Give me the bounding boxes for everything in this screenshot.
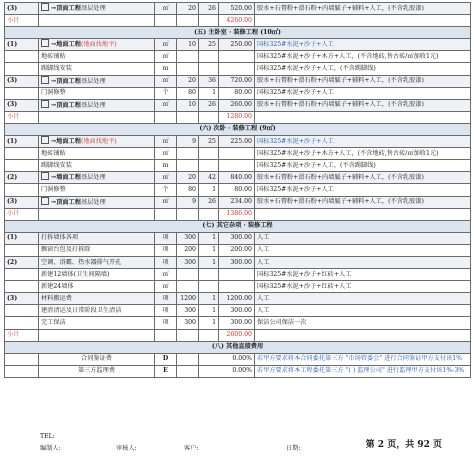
item-index xyxy=(5,317,39,329)
item-row xyxy=(5,87,471,99)
item-total: 250.00 xyxy=(219,39,255,51)
item-row xyxy=(5,256,471,268)
item-total: 1200.00 xyxy=(219,293,255,305)
item-name-text: →顶面工程 xyxy=(51,101,81,109)
item-unit: 个 xyxy=(155,87,177,99)
item-price: 25 xyxy=(199,136,219,148)
subtotal-note xyxy=(255,15,471,27)
item-index: (1) xyxy=(5,39,39,51)
item-total xyxy=(219,51,255,63)
item-row xyxy=(5,75,471,87)
item-price xyxy=(199,63,219,75)
section-title: (六) 次卧 · 装修工程 (9㎡) xyxy=(5,123,471,135)
fee-rate: 0.00% xyxy=(199,353,255,365)
item-index: (1) xyxy=(5,232,39,244)
item-qty: 9 xyxy=(177,136,199,148)
checkbox-icon[interactable] xyxy=(41,39,49,47)
item-name xyxy=(39,317,155,329)
item-unit: ㎡ xyxy=(155,3,177,15)
item-row xyxy=(5,3,471,15)
item-unit: ㎡ xyxy=(155,269,177,281)
checkbox-icon[interactable] xyxy=(41,136,49,144)
fee-name: 合同鉴证费 xyxy=(39,353,155,365)
subtotal-total: 1280.00 xyxy=(219,111,255,123)
item-index xyxy=(5,51,39,63)
item-name xyxy=(39,39,155,51)
subtotal-price xyxy=(199,15,219,27)
item-note: 胶水+石膏粉+滑石粉+内墙腻子+辅料+人工，(不含乳胶漆) xyxy=(255,196,471,208)
item-row xyxy=(5,99,471,111)
item-note: 人工 xyxy=(255,244,471,256)
item-price: 1 xyxy=(199,184,219,196)
item-qty: 300 xyxy=(177,232,199,244)
item-extra-text: (地面找地平) xyxy=(80,138,117,146)
client-label: 客户: xyxy=(184,445,199,452)
item-total xyxy=(219,148,255,160)
checkbox-icon[interactable] xyxy=(41,76,49,84)
item-row xyxy=(5,317,471,329)
item-price: 1 xyxy=(199,87,219,99)
item-unit: 项 xyxy=(155,293,177,305)
subtotal-spacer xyxy=(39,111,155,123)
item-row xyxy=(5,184,471,196)
item-name-text: 踢脚线安装 xyxy=(41,161,72,169)
item-extra-text: 基层处理 xyxy=(80,5,106,13)
subtotal-total: 4260.00 xyxy=(219,15,255,27)
item-index: (2) xyxy=(5,172,39,184)
item-index: (3) xyxy=(5,196,39,208)
fee-rate: 0.00% xyxy=(199,365,255,377)
item-name xyxy=(39,51,155,63)
item-price xyxy=(199,269,219,281)
item-total xyxy=(219,281,255,293)
item-total: 720.00 xyxy=(219,75,255,87)
item-name xyxy=(39,293,155,305)
item-row xyxy=(5,136,471,148)
item-name xyxy=(39,196,155,208)
item-index: (3) xyxy=(5,75,39,87)
section-title: (五) 主卧室 · 装修工程 (10㎡) xyxy=(5,27,471,39)
checkbox-icon[interactable] xyxy=(41,3,49,11)
checkbox-icon[interactable] xyxy=(41,197,49,205)
subtotal-label: 小计 xyxy=(5,15,39,27)
item-unit: m xyxy=(155,160,177,172)
subtotal-unit xyxy=(155,329,177,341)
item-price: 36 xyxy=(199,75,219,87)
subtotal-label: 小计 xyxy=(5,329,39,341)
item-price: 26 xyxy=(199,99,219,111)
subtotal-total: 2600.00 xyxy=(219,329,255,341)
item-qty: 9 xyxy=(177,196,199,208)
item-note: 胶水+石膏粉+滑石粉+内墙腻子+辅料+人工，(不含乳胶漆) xyxy=(255,172,471,184)
item-total: 520.00 xyxy=(219,3,255,15)
item-qty xyxy=(177,51,199,63)
item-note: 人工 xyxy=(255,256,471,268)
item-unit: 项 xyxy=(155,256,177,268)
subtotal-spacer xyxy=(39,208,155,220)
item-name-text: 门洞修整 xyxy=(41,89,66,97)
checkbox-icon[interactable] xyxy=(41,172,49,180)
item-total: 200.00 xyxy=(219,244,255,256)
item-name-text: →墙面工程 xyxy=(51,174,81,182)
item-name-text: 门洞修整 xyxy=(41,185,66,193)
fee-qty xyxy=(177,353,199,365)
item-price: 1 xyxy=(199,305,219,317)
item-qty: 300 xyxy=(177,317,199,329)
item-qty xyxy=(177,63,199,75)
subtotal-label: 小计 xyxy=(5,208,39,220)
subtotal-unit xyxy=(155,208,177,220)
subtotal-row xyxy=(5,208,471,220)
item-name xyxy=(39,232,155,244)
item-note: 胶水+石膏粉+滑石粉+内墙腻子+辅料+人工，(不含乳胶漆) xyxy=(255,75,471,87)
subtotal-price xyxy=(199,329,219,341)
item-unit: ㎡ xyxy=(155,281,177,293)
item-index xyxy=(5,148,39,160)
subtotal-qty xyxy=(177,208,199,220)
item-name-text: 新建12墙体(卫生间隔墙) xyxy=(41,270,110,278)
fee-row xyxy=(5,353,471,365)
item-extra-text: 基层处理 xyxy=(80,198,106,206)
item-note: 人工 xyxy=(255,232,471,244)
page-footer xyxy=(4,431,470,471)
item-price: 25 xyxy=(199,39,219,51)
item-name xyxy=(39,305,155,317)
item-unit: ㎡ xyxy=(155,196,177,208)
item-total: 80.00 xyxy=(219,87,255,99)
item-note: 胶水+石膏粉+滑石粉+内墙腻子+辅料+人工，(不含乳胶漆) xyxy=(255,99,471,111)
item-index xyxy=(5,184,39,196)
item-row xyxy=(5,244,471,256)
item-row xyxy=(5,232,471,244)
item-row xyxy=(5,160,471,172)
item-qty: 300 xyxy=(177,305,199,317)
subtotal-note xyxy=(255,208,471,220)
item-note: 国标325#水泥+沙子+人工 xyxy=(255,136,471,148)
subtotal-note xyxy=(255,111,471,123)
item-total: 225.00 xyxy=(219,136,255,148)
subtotal-row xyxy=(5,15,471,27)
fee-row xyxy=(5,365,471,377)
item-row xyxy=(5,196,471,208)
item-note: 国标325#水泥+沙子+人工，(不含踢脚线) xyxy=(255,63,471,75)
item-name-text: 打拆墙体各项 xyxy=(41,234,79,242)
item-total: 260.00 xyxy=(219,99,255,111)
item-name-text: →顶面工程 xyxy=(51,77,81,85)
item-price: 1 xyxy=(199,244,219,256)
item-note: 人工 xyxy=(255,293,471,305)
tel-label: TEL: xyxy=(40,433,55,440)
item-total: 80.00 xyxy=(219,184,255,196)
subtotal-qty xyxy=(177,111,199,123)
item-qty: 80 xyxy=(177,87,199,99)
item-name xyxy=(39,160,155,172)
item-row xyxy=(5,281,471,293)
fee-code: D xyxy=(155,353,177,365)
item-row xyxy=(5,172,471,184)
item-price: 26 xyxy=(199,196,219,208)
item-name xyxy=(39,87,155,99)
fee-name: 第三方监理费 xyxy=(39,365,155,377)
section-header-row xyxy=(5,27,471,39)
subtotal-total: 1386.00 xyxy=(219,208,255,220)
item-qty xyxy=(177,160,199,172)
item-price: 26 xyxy=(199,3,219,15)
subtotal-qty xyxy=(177,329,199,341)
section-header-row xyxy=(5,341,471,353)
fee-code: E xyxy=(155,365,177,377)
item-unit: 项 xyxy=(155,232,177,244)
item-note: 人工 xyxy=(255,305,471,317)
item-qty: 20 xyxy=(177,75,199,87)
item-name xyxy=(39,136,155,148)
item-qty xyxy=(177,281,199,293)
item-name-text: →地面工程 xyxy=(51,41,81,49)
fee-note: 若甲方要求将本工程委托第三方 "( ) 监理公司" 进行监理甲方支付该1%-3% xyxy=(255,365,471,377)
item-qty: 10 xyxy=(177,39,199,51)
item-index xyxy=(5,269,39,281)
section-title: (八) 其他直接费用 xyxy=(5,341,471,353)
item-unit: m xyxy=(155,63,177,75)
reviewer-label: 审核人: xyxy=(116,445,137,452)
section-header-row xyxy=(5,123,471,135)
fee-index xyxy=(5,365,39,377)
quotation-sheet xyxy=(4,2,470,378)
checkbox-icon[interactable] xyxy=(41,100,49,108)
subtotal-spacer xyxy=(39,15,155,27)
editor-label: 编制人: xyxy=(40,445,61,452)
item-extra-text: 基层处理 xyxy=(80,101,106,109)
item-qty: 200 xyxy=(177,244,199,256)
item-total xyxy=(219,269,255,281)
item-name xyxy=(39,99,155,111)
item-unit: 个 xyxy=(155,184,177,196)
item-extra-text: (地面找地平) xyxy=(80,41,117,49)
item-price xyxy=(199,148,219,160)
page-number: 第 2 页，共 92 页 xyxy=(365,440,442,450)
item-note: 保洁公司保洁一次 xyxy=(255,317,471,329)
item-index: (3) xyxy=(5,293,39,305)
item-qty xyxy=(177,269,199,281)
item-note: 国标325#水泥+沙子+木方+人工，(不含地砖,售古砖/㎡加收1元) xyxy=(255,148,471,160)
item-name-text: 建渣清运及日常阶段卫生清洁 xyxy=(41,306,122,314)
item-index: (3) xyxy=(5,3,39,15)
item-note: 国标325#水泥+沙子+人工 xyxy=(255,184,471,196)
item-row xyxy=(5,293,471,305)
item-total: 300.00 xyxy=(219,305,255,317)
item-note: 国标325#水泥+沙子+红砖+人工 xyxy=(255,281,471,293)
item-index: (2) xyxy=(5,256,39,268)
item-name-text: 地砖铺贴 xyxy=(41,149,66,157)
item-total xyxy=(219,63,255,75)
item-total: 840.00 xyxy=(219,172,255,184)
item-name xyxy=(39,3,155,15)
fee-qty xyxy=(177,365,199,377)
item-price: 1 xyxy=(199,232,219,244)
section-title: (七) 其它杂项 · 装修工程 xyxy=(5,220,471,232)
subtotal-row xyxy=(5,329,471,341)
item-name xyxy=(39,281,155,293)
quotation-table xyxy=(4,2,471,378)
item-price xyxy=(199,281,219,293)
item-unit: 项 xyxy=(155,244,177,256)
item-name-text: 踢脚线安装 xyxy=(41,65,72,73)
subtotal-price xyxy=(199,111,219,123)
item-qty: 10 xyxy=(177,99,199,111)
item-unit: 项 xyxy=(155,317,177,329)
subtotal-row xyxy=(5,111,471,123)
item-name-text: 飘窗台包及打拆除 xyxy=(41,246,91,254)
item-unit: ㎡ xyxy=(155,148,177,160)
item-extra-text: 基层处理 xyxy=(80,174,106,182)
item-unit: ㎡ xyxy=(155,51,177,63)
item-total: 300.00 xyxy=(219,317,255,329)
item-unit: ㎡ xyxy=(155,39,177,51)
item-name xyxy=(39,63,155,75)
item-note: 国标325#水泥+沙子+木方+人工，(不含地砖,售古砖/㎡加收1元) xyxy=(255,51,471,63)
item-qty: 300 xyxy=(177,256,199,268)
item-row xyxy=(5,51,471,63)
item-unit: ㎡ xyxy=(155,99,177,111)
item-price xyxy=(199,160,219,172)
item-price: 1 xyxy=(199,317,219,329)
subtotal-spacer xyxy=(39,329,155,341)
item-price: 1 xyxy=(199,293,219,305)
item-qty: 80 xyxy=(177,184,199,196)
item-qty: 1200 xyxy=(177,293,199,305)
subtotal-qty xyxy=(177,15,199,27)
item-total: 300.00 xyxy=(219,256,255,268)
subtotal-price xyxy=(199,208,219,220)
item-row xyxy=(5,269,471,281)
subtotal-unit xyxy=(155,111,177,123)
item-qty: 20 xyxy=(177,172,199,184)
item-name-text: →顶面工程 xyxy=(51,198,81,206)
fee-note: 若甲方要求将本合同委托第三方 "市场管委会" 进行合同鉴证甲方支付该1% xyxy=(255,353,471,365)
item-note: 国标325#水泥+沙子+人工，(不含踢脚线) xyxy=(255,160,471,172)
item-name-text: →顶面工程 xyxy=(51,5,81,13)
date-label: 日期: xyxy=(286,445,301,452)
item-unit: ㎡ xyxy=(155,172,177,184)
item-name xyxy=(39,256,155,268)
item-total: 300.00 xyxy=(219,232,255,244)
item-price: 1 xyxy=(199,256,219,268)
item-note: 国标325#水泥+沙子+人工 xyxy=(255,39,471,51)
item-name xyxy=(39,172,155,184)
item-row xyxy=(5,63,471,75)
item-index xyxy=(5,244,39,256)
item-index xyxy=(5,63,39,75)
item-total xyxy=(219,160,255,172)
section-header-row xyxy=(5,220,471,232)
item-name xyxy=(39,75,155,87)
item-index: (1) xyxy=(5,136,39,148)
item-row xyxy=(5,305,471,317)
item-qty xyxy=(177,148,199,160)
item-row xyxy=(5,148,471,160)
item-note: 国标325#水泥+沙子+人工 xyxy=(255,87,471,99)
item-name xyxy=(39,244,155,256)
item-name xyxy=(39,184,155,196)
item-price: 42 xyxy=(199,172,219,184)
item-note: 胶水+石膏粉+滑石粉+内墙腻子+辅料+人工，(不含乳胶漆) xyxy=(255,3,471,15)
item-unit: ㎡ xyxy=(155,136,177,148)
item-name-text: 材料搬运费 xyxy=(41,294,72,302)
item-index xyxy=(5,281,39,293)
item-row xyxy=(5,39,471,51)
item-name-text: 空调、浴霸、热水器排气开孔 xyxy=(41,258,122,266)
subtotal-label: 小计 xyxy=(5,111,39,123)
item-name xyxy=(39,148,155,160)
item-price xyxy=(199,51,219,63)
subtotal-unit xyxy=(155,15,177,27)
subtotal-note xyxy=(255,329,471,341)
item-name-text: 完工保洁 xyxy=(41,318,66,326)
item-name-text: 地砖铺贴 xyxy=(41,52,66,60)
item-unit: 项 xyxy=(155,305,177,317)
item-note: 国标325#水泥+沙子+红砖+人工 xyxy=(255,269,471,281)
item-index xyxy=(5,160,39,172)
item-qty: 20 xyxy=(177,3,199,15)
fee-index xyxy=(5,353,39,365)
item-index: (3) xyxy=(5,99,39,111)
item-index xyxy=(5,87,39,99)
item-extra-text: 基层处理 xyxy=(80,77,106,85)
item-index xyxy=(5,305,39,317)
item-name-text: 新建24墙体 xyxy=(41,282,74,290)
item-total: 234.00 xyxy=(219,196,255,208)
item-name-text: →地面工程 xyxy=(51,138,81,146)
item-name xyxy=(39,269,155,281)
item-unit: ㎡ xyxy=(155,75,177,87)
